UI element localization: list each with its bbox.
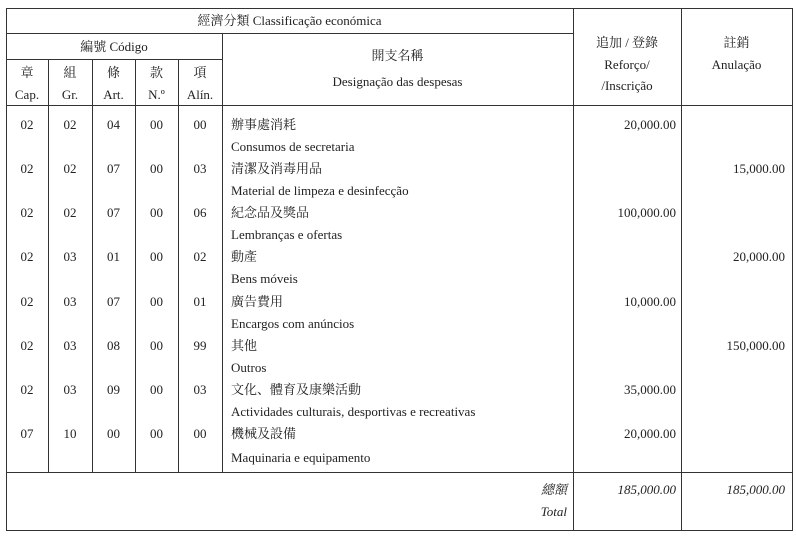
no-cell: 00 — [150, 382, 163, 397]
designation-header-zh: 開支名稱 — [371, 48, 424, 63]
alin-cell: 06 — [193, 205, 207, 220]
gr-header-zh: 組 — [63, 65, 77, 80]
designation-pt: Outros — [231, 360, 267, 375]
designation-zh: 清潔及消毒用品 — [231, 161, 323, 176]
designation-pt: Maquinaria e equipamento — [231, 450, 371, 465]
alin-cell: 01 — [193, 294, 207, 309]
total-anulacao: 185,000.00 — [726, 482, 785, 497]
designation-zh: 廣告費用 — [231, 294, 284, 309]
gr-cell: 02 — [63, 205, 77, 220]
no-header-zh: 款 — [149, 65, 163, 80]
designation-zh: 文化、體育及康樂活動 — [231, 382, 362, 397]
anulacao-cell: 15,000.00 — [733, 161, 785, 176]
total-label-zh: 總額 — [540, 482, 567, 497]
no-cell: 00 — [150, 426, 163, 441]
art-cell: 07 — [107, 294, 120, 309]
cap-cell: 02 — [20, 382, 34, 397]
cap-cell: 02 — [20, 161, 34, 176]
art-header-pt: Art. — [103, 87, 124, 102]
designation-pt: Bens móveis — [231, 271, 298, 286]
table-border-top — [6, 8, 793, 9]
cap-header-zh: 章 — [20, 65, 34, 80]
rule-body-bottom — [6, 472, 793, 473]
designation-zh: 機械及設備 — [231, 426, 297, 441]
anulacao-header-zh: 註銷 — [723, 35, 750, 50]
reforco-header-zh: 追加 / 登錄 — [595, 35, 659, 50]
alin-cell: 02 — [193, 249, 207, 264]
gr-cell: 03 — [63, 382, 77, 397]
designation-zh: 動產 — [231, 249, 258, 264]
table-border-bottom — [6, 530, 793, 531]
no-header-pt: N.º — [148, 87, 165, 102]
cap-cell: 02 — [20, 249, 34, 264]
art-header-zh: 條 — [106, 65, 120, 80]
alin-cell: 03 — [193, 382, 207, 397]
gr-cell: 03 — [63, 294, 77, 309]
art-cell: 01 — [107, 249, 120, 264]
art-cell: 00 — [107, 426, 120, 441]
rule-classification — [6, 33, 573, 34]
total-reforco: 185,000.00 — [617, 482, 676, 497]
table-border-right — [792, 8, 793, 531]
reforco-cell: 35,000.00 — [624, 382, 676, 397]
cap-cell: 02 — [20, 338, 34, 353]
rule-code — [6, 59, 222, 60]
alin-header-pt: Alín. — [186, 87, 214, 102]
no-cell: 00 — [150, 117, 163, 132]
designation-pt: Consumos de secretaria — [231, 139, 355, 154]
designation-zh: 紀念品及獎品 — [231, 205, 310, 220]
designation-pt: Actividades culturais, desportivas e recreativas — [231, 404, 476, 419]
cap-cell: 02 — [20, 205, 34, 220]
reforco-header-pt: /Inscrição — [601, 78, 653, 93]
designation-header-pt: Designação das despesas — [332, 74, 463, 89]
cap-cell: 02 — [20, 294, 34, 309]
rule-header-bottom — [6, 105, 793, 106]
code-header: 編號 Código — [80, 39, 148, 54]
art-cell: 07 — [107, 161, 120, 176]
col-rule — [222, 33, 223, 473]
cap-header-pt: Cap. — [14, 87, 40, 102]
no-cell: 00 — [150, 249, 163, 264]
designation-pt: Material de limpeza e desinfecção — [231, 183, 409, 198]
classification-header: 經濟分類 Classificação económica — [197, 13, 382, 28]
gr-cell: 02 — [63, 161, 77, 176]
designation-zh: 辦事處消耗 — [231, 117, 297, 132]
gr-header-pt: Gr. — [61, 87, 79, 102]
alin-header-zh: 項 — [193, 65, 207, 80]
col-rule — [681, 8, 682, 531]
reforco-cell: 10,000.00 — [624, 294, 676, 309]
no-cell: 00 — [150, 294, 163, 309]
alin-cell: 00 — [193, 117, 207, 132]
reforco-cell: 100,000.00 — [617, 205, 676, 220]
no-cell: 00 — [150, 205, 163, 220]
cap-cell: 07 — [20, 426, 34, 441]
reforco-cell: 20,000.00 — [624, 117, 676, 132]
reforco-header-pt: Reforço/ — [604, 57, 650, 72]
no-cell: 00 — [150, 161, 163, 176]
gr-cell: 10 — [63, 426, 77, 441]
art-cell: 07 — [107, 205, 120, 220]
art-cell: 08 — [107, 338, 120, 353]
designation-pt: Encargos com anúncios — [231, 316, 355, 331]
gr-cell: 02 — [63, 117, 77, 132]
art-cell: 04 — [107, 117, 120, 132]
alin-cell: 03 — [193, 161, 207, 176]
anulacao-cell: 20,000.00 — [733, 249, 785, 264]
reforco-cell: 20,000.00 — [624, 426, 676, 441]
cap-cell: 02 — [20, 117, 34, 132]
gr-cell: 03 — [63, 249, 77, 264]
designation-zh: 其他 — [231, 338, 258, 353]
anulacao-cell: 150,000.00 — [726, 338, 785, 353]
total-label-pt: Total — [540, 504, 567, 519]
no-cell: 00 — [150, 338, 163, 353]
alin-cell: 00 — [193, 426, 207, 441]
designation-pt: Lembranças e ofertas — [231, 227, 343, 242]
anulacao-header-pt: Anulação — [711, 57, 762, 72]
alin-cell: 99 — [193, 338, 207, 353]
gr-cell: 03 — [63, 338, 77, 353]
art-cell: 09 — [107, 382, 120, 397]
